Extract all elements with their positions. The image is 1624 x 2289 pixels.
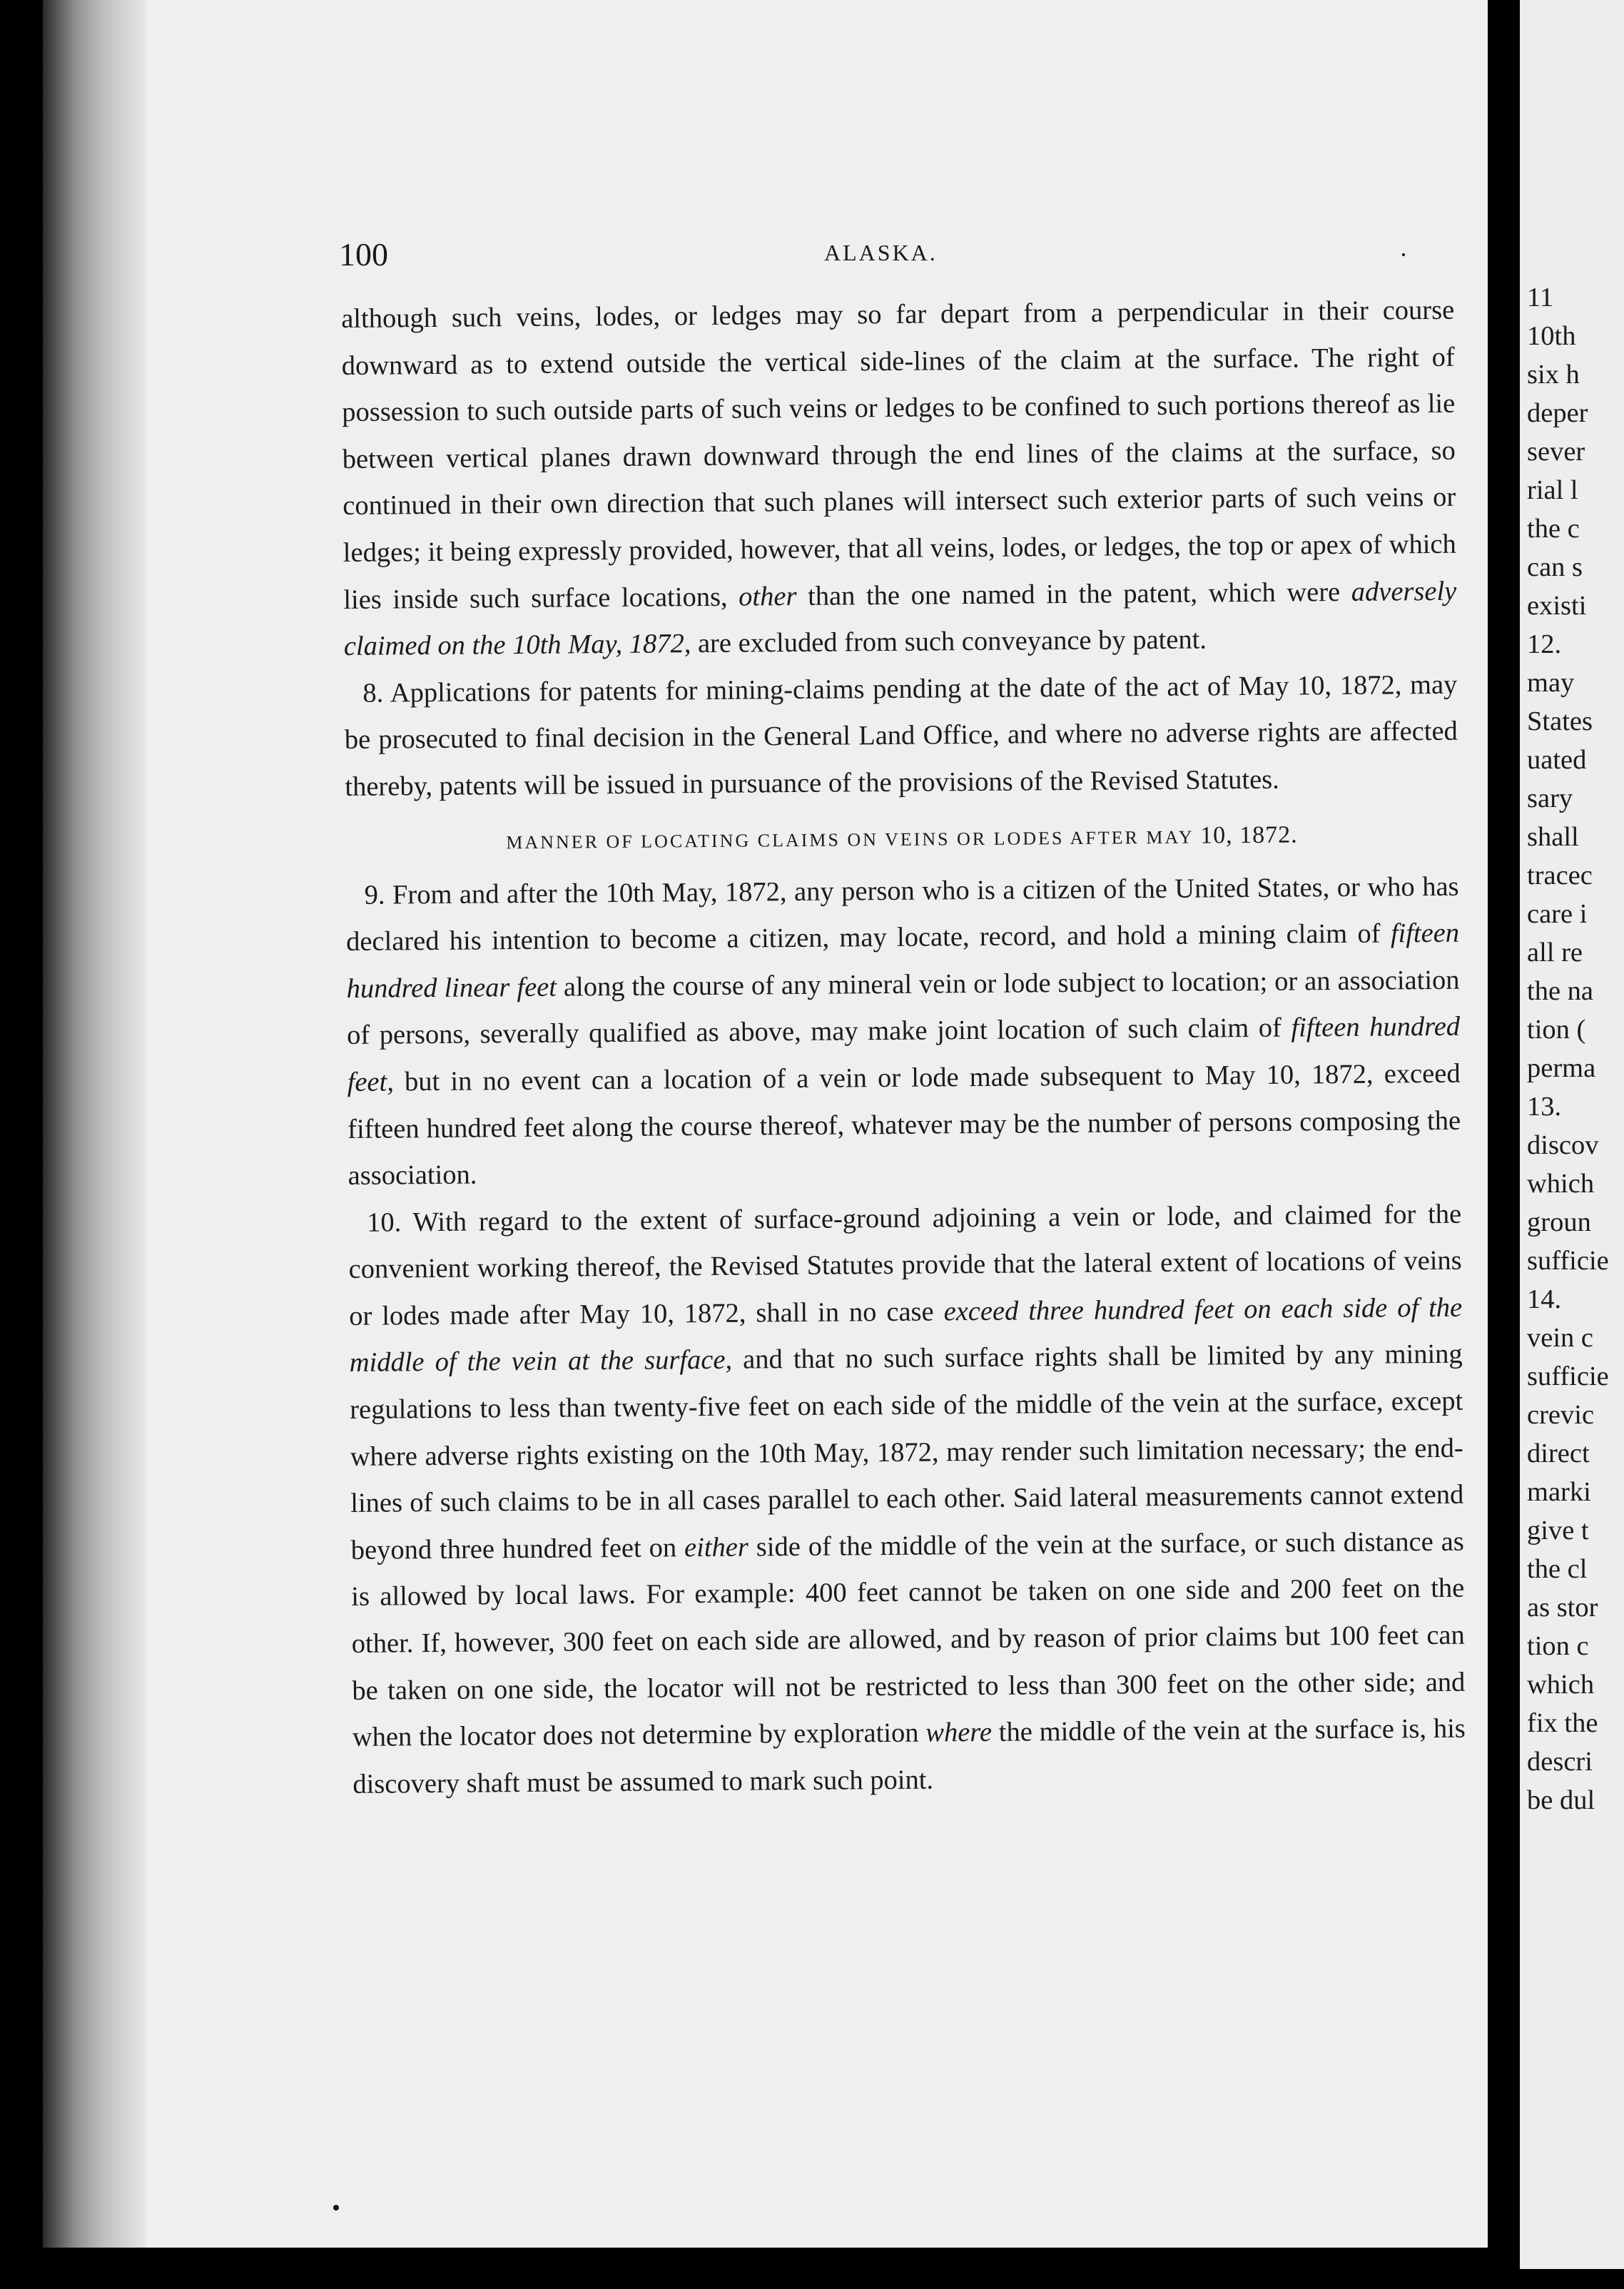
right-line: which (1527, 1169, 1595, 1199)
text-run: 10. With regard to the extent of surface-ground adjoining a vein or lode, and claimed for the convenient working thereof, the Revised Statutes provide that the lateral extent of locations of veins or lodes made after May 10, 1872, shall in no case (348, 1199, 1462, 1331)
text-run: are excluded from such conveyance by patent. (691, 624, 1207, 659)
right-line: 12. (1527, 629, 1562, 659)
right-line: the c (1527, 514, 1580, 544)
right-line: can s (1527, 552, 1583, 582)
right-line: which (1527, 1670, 1595, 1700)
text-run: the middle of the vein at the surface is, his discovery shaft must be assumed to mark such point. (352, 1713, 1466, 1800)
right-line: give t (1527, 1516, 1589, 1546)
section-heading-text: MANNER OF LOCATING CLAIMS ON VEINS OR LODES AFTER MAY (506, 826, 1194, 853)
right-line: sufficie (1527, 1246, 1609, 1276)
text-run: although such veins, lodes, or ledges may so far depart from a perpendicular in their course downward as to extend outside the vertical side-lines of the claim at the surface. The right of possession to such outside parts of such veins or ledges to be confined to such portions thereof as lie between vertical planes drawn downward through the end lines of the claims at the surface, so continued in their own direction that such planes will intersect such exterior parts of such veins or ledges; it being expressly provided, however, that all veins, lodes, or ledges, the top or apex of which lies inside such surface locations, (341, 295, 1456, 615)
right-line: all re (1527, 938, 1583, 968)
italic-run: other (739, 581, 797, 612)
text-run: than the one named in the patent, which were (796, 577, 1351, 611)
right-line: be dul (1527, 1785, 1595, 1815)
italic-run: either (684, 1532, 749, 1563)
right-line: 13. (1527, 1092, 1562, 1122)
right-line: deper (1527, 398, 1588, 428)
page-gutter (1488, 0, 1520, 2289)
right-line: the cl (1527, 1554, 1588, 1584)
page-body (341, 288, 1466, 1809)
italic-run: where (925, 1717, 993, 1748)
italic-run: fifteen hundred linear feet (346, 918, 1460, 1004)
right-line: descri (1527, 1747, 1593, 1777)
right-line: tracec (1527, 861, 1593, 890)
right-line: rial l (1527, 475, 1578, 505)
right-line: sever (1527, 437, 1585, 467)
text-run: but in no event can a location of a vein or lode made subsequent to May 10, 1872, exceed fifteen hundred feet along the course thereof, whatever may be the number of persons composing the association. (347, 1058, 1461, 1192)
right-line: tion c (1527, 1631, 1589, 1661)
right-line: existi (1527, 591, 1587, 621)
right-line: crevic (1527, 1400, 1595, 1430)
running-head: ALASKA. (824, 240, 938, 265)
text-run: side of the middle of the vein at the surface, or such distance as is allowed by local laws. For example: 400 feet cannot be taken on one side and 200 feet on the other. If, however, 300 feet on each side are allowed, and by reason of prior claims but 100 feet can be taken on one side, the locator will not be restricted to less than 300 feet on the other side; and when the locator does not determine by exploration (351, 1526, 1466, 1753)
right-line: tion ( (1527, 1015, 1586, 1045)
scan-bottom-edge (0, 2248, 1520, 2289)
right-line: shall (1527, 822, 1579, 852)
right-line: the na (1527, 976, 1593, 1006)
paragraph-8: 8. Applications for patents for mining-claims pending at the date of the act of May 10, 1872, may be prosecuted to final decision in the General Land Office, and where no adverse rights are affected thereby, patents will be issued in pursuance of the provisions of the Revised Statutes. (344, 669, 1458, 802)
right-line: sufficie (1527, 1361, 1609, 1391)
right-page (1520, 0, 1624, 2269)
paragraph-continued (341, 288, 1457, 671)
text-run: along the course of any mineral vein or lode subject to location; or an association of persons, severally qualified as above, may make joint location of such claim of (346, 965, 1460, 1051)
ink-speck (333, 2205, 339, 2211)
right-line: 10th (1527, 321, 1576, 351)
right-page-text (1527, 278, 1609, 1819)
page-number: 100 (339, 236, 388, 273)
right-line: 14. (1527, 1284, 1562, 1314)
right-line: 11 (1527, 283, 1554, 313)
right-line: care i (1527, 899, 1588, 929)
right-line: marki (1527, 1477, 1591, 1507)
text-run: and that no such surface rights shall be limited by any mining regulations to less than twenty-five feet on each side of the middle of the vein at the surface, except where adverse rights existing on the 10th May, 1872, may render such limitation necessary; the end-lines of such claims to be in all cases parallel to each other. Said lateral measurements cannot extend beyond three hundred feet on (350, 1339, 1464, 1565)
section-heading (345, 812, 1458, 865)
paragraph-9 (345, 863, 1461, 1199)
right-line: vein c (1527, 1323, 1593, 1353)
italic-run: fifteen hundred feet, (347, 1012, 1461, 1097)
paragraph-10 (348, 1191, 1466, 1808)
italic-run: exceed three hundred feet on each side of the middle of the vein at the surface, (349, 1292, 1463, 1379)
right-line: States (1527, 706, 1593, 736)
right-line: perma (1527, 1053, 1596, 1083)
right-line: may (1527, 668, 1575, 698)
text-run: 9. From and after the 10th May, 1872, any person who is a citizen of the United States, or who has declared his intention to become a citizen, may locate, record, and hold a mining claim of (345, 871, 1459, 958)
right-line: six h (1527, 360, 1580, 390)
right-line: direct (1527, 1438, 1590, 1468)
right-line: sary (1527, 783, 1573, 813)
right-line: fix the (1527, 1708, 1598, 1738)
book-spine (43, 0, 150, 2269)
right-line: uated (1527, 745, 1587, 775)
right-line: as stor (1527, 1593, 1598, 1623)
right-line: groun (1527, 1207, 1591, 1237)
right-line: discov (1527, 1130, 1599, 1160)
italic-run: adversely claimed on the 10th May, 1872, (343, 576, 1457, 662)
page-header (339, 235, 1452, 278)
section-heading-year: 10, 1872. (1200, 821, 1298, 849)
